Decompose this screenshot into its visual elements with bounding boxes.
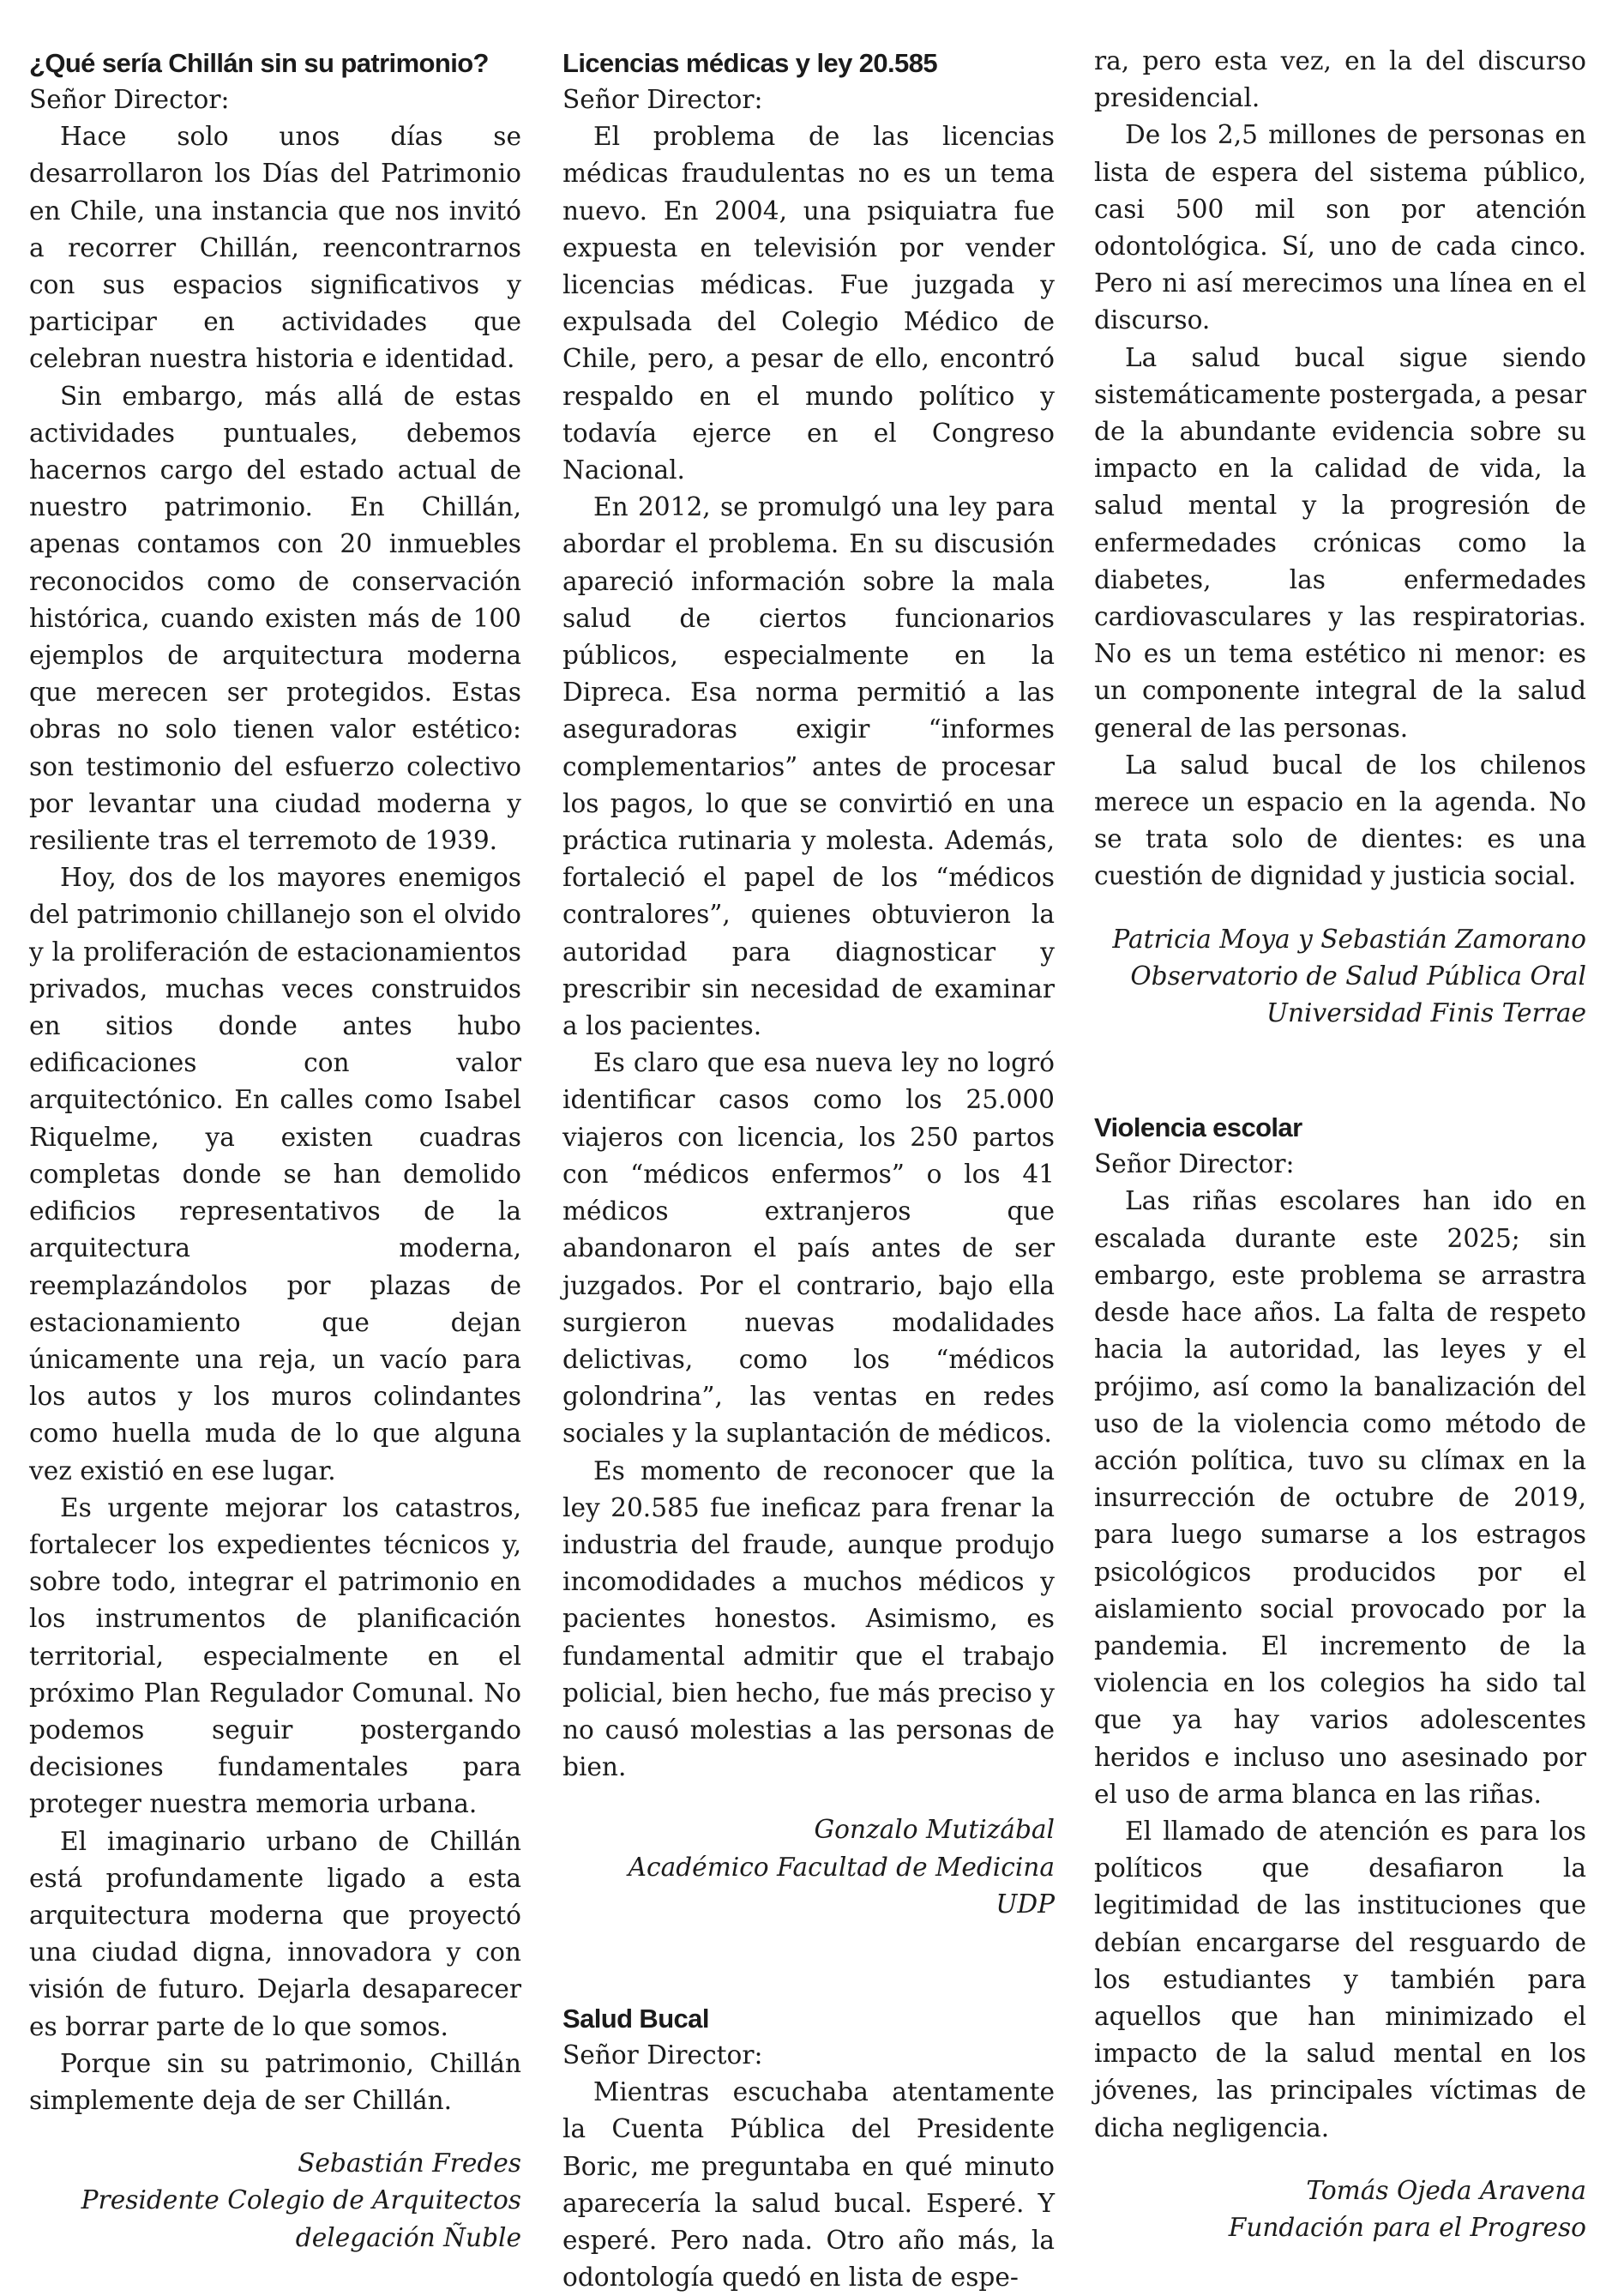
letter-title: Licencias médicas y ley 20.585 <box>562 48 937 78</box>
letter-salutation: Señor Director: <box>1094 1149 1295 1179</box>
letter-paragraph: Es urgente mejorar los catastros, fortalecer los expedientes técnicos y, sobre todo, integrar el patrimonio en los instrumentos de planificación territorial, especialmente en el próximo Plan Regulador Comunal. No podemos seguir postergando decisiones fundamentales para proteger nuestra memoria urbana. <box>29 1492 521 1819</box>
section-gap <box>1094 1032 1586 1109</box>
signature-title: Observatorio de Salud Pública Oral <box>1130 961 1586 991</box>
letter-paragraph: Hoy, dos de los mayores enemigos del patrimonio chillanejo son el olvido y la proliferación de estacionamientos privados, muchas veces construidos en sitios donde antes hubo edificaciones con valor arquitectónico. En calles como Isabel Riquelme, ya existen cuadras completas donde se han demolido edificios representativos de la arquitectura moderna, reemplazándolos por plazas de estacionamiento que dejan únicamente una reja, un vacío para los autos y los muros colindantes como huella muda de lo que alguna vez existió en ese lugar. <box>29 863 521 1485</box>
letter-salutation: Señor Director: <box>29 85 230 114</box>
letter-paragraph-continued: ra, pero esta vez, en la del discurso presidencial. <box>1094 46 1586 113</box>
signature-affiliation: delegación Ñuble <box>295 2222 521 2252</box>
letter-signature <box>1094 921 1586 1033</box>
letter-paragraph: El llamado de atención es para los políticos que desafiaron la legitimidad de las instituciones que debían encargarse del resguardo de los estudiantes y también para aquellos que han minimizado el impacto de la salud mental en los jóvenes, las principales víctimas de dicha negligencia. <box>1094 1816 1586 2142</box>
letter-signature <box>562 1811 1055 1923</box>
signature-affiliation: Universidad Finis Terrae <box>1266 998 1586 1028</box>
letter-paragraph: El imaginario urbano de Chillán está profundamente ligado a esta arquitectura moderna que proyectó una ciudad digna, innovadora y con visión de futuro. Dejarla desaparecer es borrar parte de lo que somos. <box>29 1826 521 2041</box>
letter-paragraph: Es claro que esa nueva ley no logró identificar casos como los 25.000 viajeros con licencia, los 250 partos con “médicos enfermos” o los 41 médicos extranjeros que abandonaron el país antes de ser juzgados. Por el contrario, bajo ella surgieron nuevas modalidades delictivas, como los “médicos golondrina”, las ventas en redes sociales y la suplantación de médicos. <box>562 1048 1055 1449</box>
signature-name: Gonzalo Mutizábal <box>814 1815 1055 1845</box>
letter-paragraph: Hace solo unos días se desarrollaron los Días del Patrimonio en Chile, una instancia que nos invitó a recorrer Chillán, reencontrarnos con sus espacios significativos y participar en actividades que celebran nuestra historia e identidad. <box>29 122 521 374</box>
letter-title: Violencia escolar <box>1094 1112 1302 1143</box>
letter-paragraph: La salud bucal sigue siendo sistemáticamente postergada, a pesar de la abundante evidencia sobre su impacto en la calidad de vida, la salud mental y la progresión de enfermedades crónicas como la diabetes, las enfermedades cardiovasculares y las respiratorias. No es un tema estético ni menor: es un componente integral de la salud general de las personas. <box>1094 342 1586 743</box>
column-2 <box>562 45 1055 2296</box>
letter-paragraph: El problema de las licencias médicas fraudulentas no es un tema nuevo. En 2004, una psiquiatra fue expuesta en televisión por vender licencias médicas. Fue juzgada y expulsada del Colegio Médico de Chile, pero, a pesar de ello, encontró respaldo en el mundo político y todavía ejerce en el Congreso Nacional. <box>562 122 1055 485</box>
signature-name: Tomás Ojeda Aravena <box>1306 2175 1586 2205</box>
letter-paragraph: La salud bucal de los chilenos merece un espacio en la agenda. No se trata solo de dientes: es una cuestión de dignidad y justicia social. <box>1094 750 1586 891</box>
section-gap <box>562 1923 1055 2000</box>
letter-title: ¿Qué sería Chillán sin su patrimonio? <box>29 48 489 78</box>
signature-title: Académico Facultad de Medicina UDP <box>628 1852 1055 1919</box>
signature-name: Sebastián Fredes <box>298 2148 521 2178</box>
signature-title: Presidente Colegio de Arquitectos <box>81 2185 521 2215</box>
letter-salutation: Señor Director: <box>562 2040 763 2070</box>
column-1 <box>29 45 521 2257</box>
letter-title: Salud Bucal <box>562 2003 709 2034</box>
letter-paragraph: Sin embargo, más allá de estas actividades puntuales, debemos hacernos cargo del estado actual de nuestro patrimonio. En Chillán, apenas contamos con 20 inmuebles reconocidos como de conservación histórica, cuando existen más de 100 ejemplos de arquitectura moderna que merecen ser protegidos. Estas obras no solo tienen valor estético: son testimonio del esfuerzo colectivo por levantar una ciudad moderna y resiliente tras el terremoto de 1939. <box>29 381 521 856</box>
letter-paragraph: En 2012, se promulgó una ley para abordar el problema. En su discusión apareció información sobre la mala salud de ciertos funcionarios públicos, especialmente en la Dipreca. Esa norma permitió a las aseguradoras exigir “informes complementarios” antes de procesar los pagos, lo que se convirtió en una práctica rutinaria y molesta. Además, fortaleció el papel de los “médicos contralores”, quienes obtuvieron la autoridad para diagnosticar y prescribir sin necesidad de examinar a los pacientes. <box>562 492 1055 1041</box>
letter-paragraph: Las riñas escolares han ido en escalada durante este 2025; sin embargo, este problema se arrastra desde hace años. La falta de respeto hacia la autoridad, las leyes y el prójimo, así como la banalización del uso de la violencia como método de acción política, tuvo su clímax en la insurrección de octubre de 2019, para luego sumarse a los estragos psicológicos producidos por el aislamiento social provocado por la pandemia. El incremento de la violencia en los colegios ha sido tal que ya hay varios adolescentes heridos e incluso uno asesinado por el uso de arma blanca en las riñas. <box>1094 1186 1586 1809</box>
letter-paragraph: Porque sin su patrimonio, Chillán simplemente deja de ser Chillán. <box>29 2048 521 2115</box>
signature-name: Patricia Moya y Sebastián Zamorano <box>1112 924 1586 954</box>
letter-paragraph: Es momento de reconocer que la ley 20.585 fue ineficaz para frenar la industria del fraude, aunque produjo incomodidades a muchos médicos y pacientes honestos. Asimismo, es fundamental admitir que el trabajo policial, bien hecho, fue más preciso y no causó molestias a las personas de bien. <box>562 1455 1055 1782</box>
letter-salutation: Señor Director: <box>562 85 763 114</box>
signature-title: Fundación para el Progreso <box>1228 2212 1586 2242</box>
letter-paragraph: De los 2,5 millones de personas en lista de espera del sistema público, casi 500 mil son por atención odontológica. Sí, uno de cada cinco. Pero ni así merecimos una línea en el discurso. <box>1094 120 1586 335</box>
column-3 <box>1094 43 1586 2246</box>
letter-signature <box>29 2145 521 2257</box>
letter-signature <box>1094 2172 1586 2246</box>
letter-paragraph: Mientras escuchaba atentamente la Cuenta Pública del Presidente Boric, me preguntaba en qué minuto aparecería la salud bucal. Esperé. Y esperé. Pero nada. Otro año más, la odontología quedó en lista de espe- <box>562 2077 1055 2293</box>
